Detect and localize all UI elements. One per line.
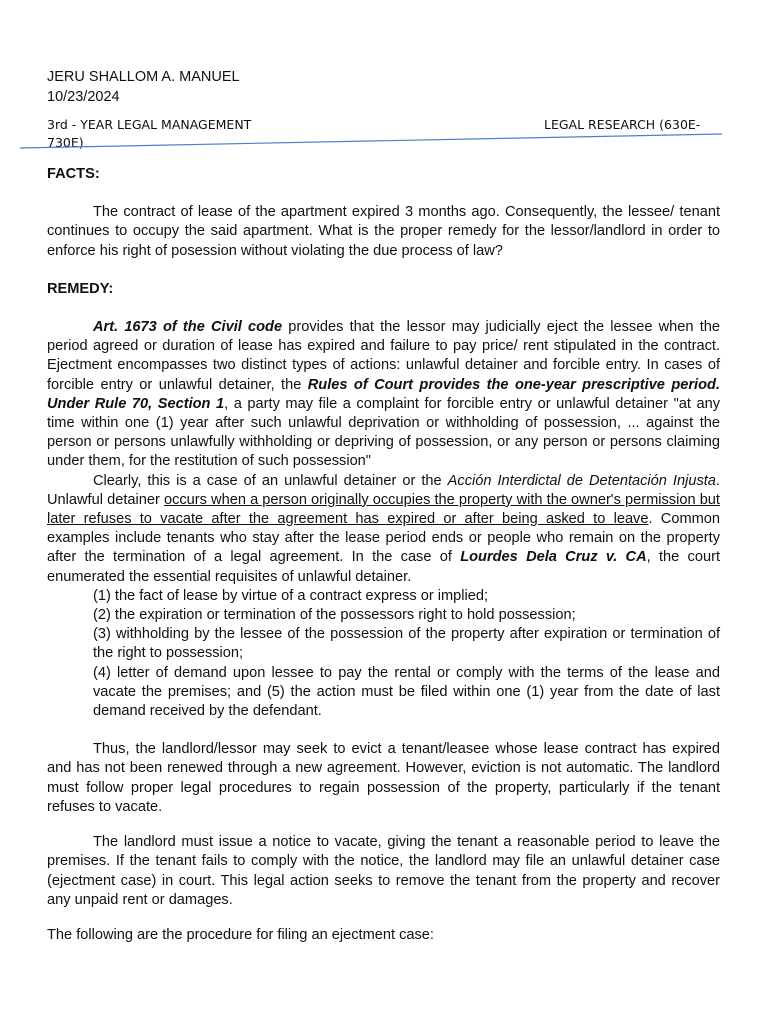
unlawful-detainer-definition: occurs when a person originally occupies the property with the owner's permission but later refuses to vacate after the agreement has expired or after being asked to leave — [47, 491, 720, 528]
case-citation: Lourdes Dela Cruz v. CA — [460, 549, 647, 566]
remedy-p2-text-d: , the court enumerated the essential requisites of unlawful detainer. — [47, 549, 720, 585]
rules-of-court-reference: Rules of Court provides the one-year prescriptive period. Under Rule 70, Section 1 — [47, 376, 720, 412]
subject-label: LEGAL RESEARCH (630E- — [544, 117, 701, 132]
requisite-item: (2) the expiration or termination of the possessors right to hold possession; — [93, 607, 576, 624]
requisite-item: (1) the fact of lease by virtue of a contract express or implied; — [93, 587, 489, 604]
remedy-p1-text-b: , a party may file a complaint for forcible entry or unlawful detainer "at any time within one (1) year after such unlawful deprivation or withholding of possession, ... against the person or persons unlawfully withholding or depriving of possession, or any person or persons claiming under them, for the restitution of such possession" — [47, 395, 721, 470]
facts-heading: FACTS: — [47, 166, 100, 182]
subject-code-continued: 730E) — [47, 135, 84, 150]
remedy-p2-text-a: Clearly, this is a case of an unlawful detainer or the — [93, 472, 448, 489]
author-name: JERU SHALLOM A. MANUEL — [47, 69, 240, 85]
procedure-intro: The following are the procedure for filing an ejectment case: — [47, 926, 434, 943]
course-label: 3rd - YEAR LEGAL MANAGEMENT — [47, 117, 252, 132]
remedy-paragraph-1 — [47, 318, 720, 472]
latin-term: Acción Interdictal de Detentación Injusta — [447, 472, 716, 489]
header-rule-line — [20, 134, 722, 148]
remedy-heading: REMEDY: — [47, 280, 114, 297]
remedy-paragraph-2 — [47, 472, 720, 587]
facts-paragraph: The contract of lease of the apartment expired 3 months ago. Consequently, the lessee/ tenant continues to occupy the said apartment. What is the proper remedy for the lessor/landlord in order to enforce his right of posession without violating the due process of law? — [47, 204, 720, 259]
civil-code-reference: Art. 1673 of the Civil code — [93, 319, 283, 336]
header-rule — [0, 120, 768, 150]
remedy-p1-text-a: provides that the lessor may judicially eject the lessee when the period agreed or duration of lease has expired and failure to pay price/ rent stipulated in the contract. Ejectment encompasses two distinct types of actions: unlawful detainer and forcible entry. In cases of forcible entry or unlawful detainer, the — [47, 319, 720, 393]
document-body — [47, 165, 720, 945]
document-date: 10/23/2024 — [47, 89, 120, 105]
remedy-paragraph-4: The landlord must issue a notice to vacate, giving the tenant a reasonable period to leave the premises. If the tenant fails to comply with the notice, the landlord may file an unlawful detainer case (ejectment case) in court. This legal action seeks to remove the tenant from the property and recover any unpaid rent or damages. — [47, 834, 720, 908]
remedy-paragraph-3: Thus, the landlord/lessor may seek to evict a tenant/leasee whose lease contract has expired and has not been renewed through a new agreement. However, eviction is not automatic. The landlord must follow proper legal procedures to regain possession of the property, particularly if the tenant refuses to vacate. — [47, 741, 720, 815]
remedy-p2-text-b: . Unlawful detainer — [47, 472, 720, 508]
remedy-p2-text-c: . Common examples include tenants who stay after the lease period ends or people who remain on the property after the termination of a legal agreement. In the case of — [47, 511, 720, 566]
requisite-item: (3) withholding by the lessee of the possession of the property after expiration or termination of the right to possession; — [93, 626, 720, 662]
requisite-item: (4) letter of demand upon lessee to pay the rental or comply with the terms of the lease and vacate the premises; and (5) the action must be filed within one (1) year from the date of last demand received by the defendant. — [93, 664, 720, 720]
